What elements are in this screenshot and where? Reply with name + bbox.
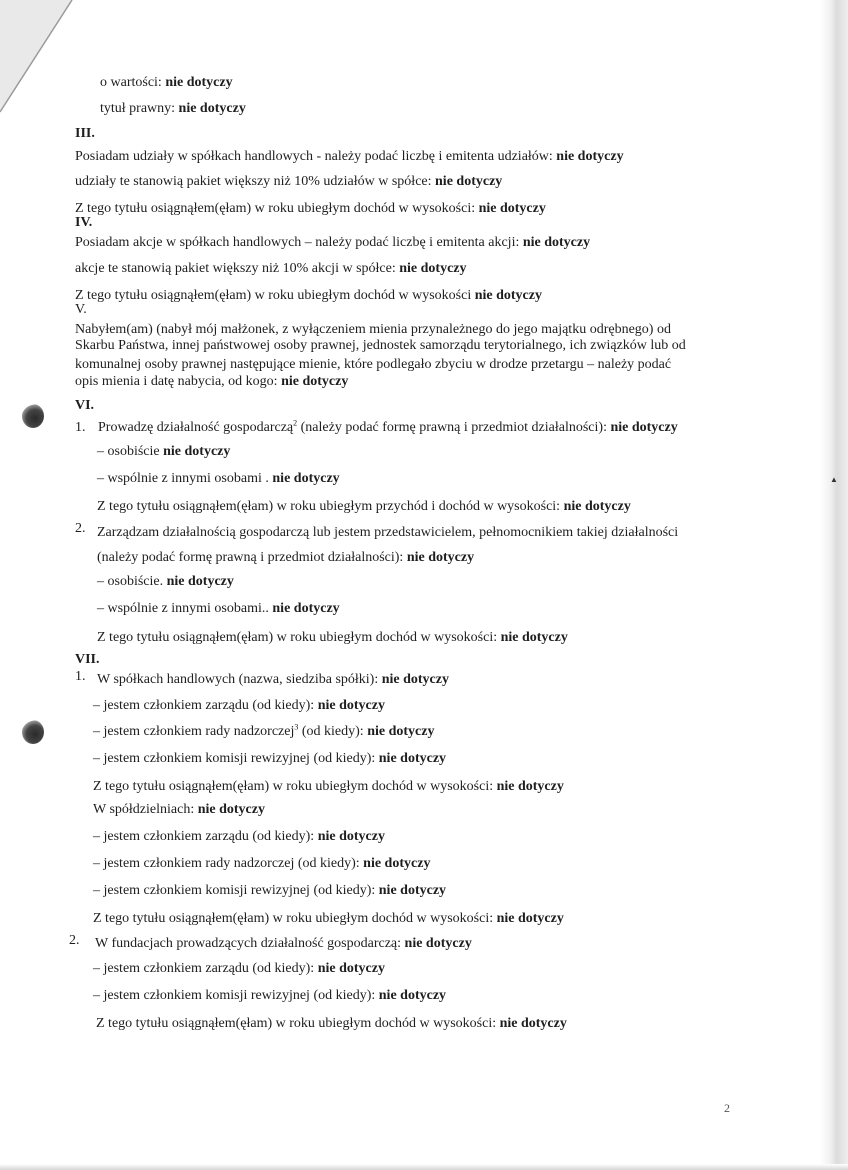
field-label: Posiadam akcje w spółkach handlowych – należy podać liczbę i emitenta akcji:: [75, 235, 523, 250]
field-value: nie dotyczy: [474, 288, 542, 303]
list-item: [93, 856, 430, 872]
field-label: W spółdzielniach:: [93, 802, 198, 817]
field-value: nie dotyczy: [272, 601, 340, 616]
folded-corner-shadow: [0, 0, 80, 120]
scan-edge-shadow: [820, 0, 848, 1170]
business-activity-line: [98, 420, 678, 436]
field-label: akcje te stanowią pakiet większy niż 10% akcji w spółce:: [75, 261, 400, 276]
list-item: [93, 988, 446, 1004]
field-label: Z tego tytułu osiągnąłem(ęłam) w roku ubiegłym dochód w wysokości: [75, 288, 475, 303]
stocks-percent-line: [75, 261, 467, 277]
list-number: 2.: [75, 521, 86, 536]
field-value: nie dotyczy: [378, 988, 447, 1003]
field-value: nie dotyczy: [378, 751, 447, 766]
value-line: [100, 75, 233, 91]
field-label: Z tego tytułu osiągnąłem(ęłam) w roku ubiegłym dochód w wysokości:: [75, 201, 479, 216]
field-label: (od kiedy):: [298, 724, 368, 739]
section-heading-vii: VII.: [75, 652, 100, 667]
footnote-marker: 3: [294, 722, 299, 732]
field-label: o wartości:: [100, 75, 166, 90]
field-label: W spółkach handlowych (nazwa, siedziba spółki):: [97, 672, 382, 687]
list-item: [93, 911, 564, 927]
field-label: Z tego tytułu osiągnąłem(ęłam) w roku ubiegłym dochód w wysokości:: [93, 911, 497, 926]
field-label: – jestem członkiem komisji rewizyjnej (od kiedy):: [93, 751, 379, 766]
list-item: [96, 1016, 567, 1032]
list-item: [97, 471, 340, 487]
section-heading-v: V.: [75, 302, 87, 317]
field-label: Z tego tytułu osiągnąłem(ęłam) w roku ubiegłym przychód i dochód w wysokości:: [97, 499, 564, 514]
section-heading-iii: III.: [75, 126, 95, 141]
field-label: – jestem członkiem komisji rewizyjnej (od kiedy):: [93, 883, 379, 898]
stray-scan-mark: ▲: [830, 475, 838, 484]
scan-edge-bottom: [0, 1164, 848, 1170]
field-label: Posiadam udziały w spółkach handlowych - należy podać liczbę i emitenta udziałów:: [75, 149, 557, 164]
field-value: nie dotyczy: [563, 499, 631, 514]
field-value: nie dotyczy: [163, 444, 231, 459]
field-value: nie dotyczy: [281, 374, 349, 389]
punch-hole-mark: [22, 404, 44, 428]
field-value: nie dotyczy: [381, 672, 449, 687]
list-item: [93, 961, 385, 977]
field-value: nie dotyczy: [317, 829, 385, 844]
field-value: nie dotyczy: [272, 471, 340, 486]
list-item: [93, 779, 564, 795]
list-item: [97, 601, 340, 617]
field-label: – jestem członkiem zarządu (od kiedy):: [93, 961, 318, 976]
field-label: – osobiście: [97, 444, 164, 459]
paragraph-line: Nabyłem(am) (nabył mój małżonek, z wyłączeniem mienia przynależnego do jego majątku odrębnego) od: [75, 322, 671, 337]
section-heading-vi: VI.: [75, 398, 95, 413]
shares-line: [75, 149, 624, 165]
field-label: – osobiście.: [97, 574, 167, 589]
paragraph-line: Skarbu Państwa, innej państwowej osoby prawnej, jednostek samorządu terytorialnego, ich związków lub od: [75, 338, 686, 353]
field-value: nie dotyczy: [522, 235, 591, 250]
management-line: Zarządzam działalnością gospodarczą lub jestem przedstawicielem, pełnomocnikiem takiej działalności: [97, 525, 679, 540]
field-value: nie dotyczy: [499, 1016, 567, 1031]
field-value: nie dotyczy: [406, 550, 475, 565]
field-value: nie dotyczy: [556, 149, 624, 164]
field-label: Z tego tytułu osiągnąłem(ęłam) w roku ubiegłym dochód w wysokości:: [96, 1016, 500, 1031]
list-number: 2.: [69, 933, 80, 948]
legal-title-line: [100, 101, 246, 117]
field-value: nie dotyczy: [197, 802, 265, 817]
field-label: – jestem członkiem zarządu (od kiedy):: [93, 698, 318, 713]
field-value: nie dotyczy: [435, 174, 503, 189]
field-label: udziały te stanowią pakiet większy niż 10% udziałów w spółce:: [75, 174, 436, 189]
paragraph-line: komunalnej osoby prawnej następujące mienie, które podlegało zbyciu w drodze przetargu – należy podać: [75, 357, 672, 372]
list-number: 1.: [75, 420, 86, 435]
field-value: nie dotyczy: [610, 420, 678, 435]
field-label: – jestem członkiem zarządu (od kiedy):: [93, 829, 318, 844]
punch-hole-mark: [22, 720, 44, 744]
list-item: [97, 444, 230, 460]
field-value: nie dotyczy: [317, 698, 385, 713]
cooperatives-line: [93, 802, 265, 818]
page-number: 2: [724, 1101, 730, 1115]
list-item: [97, 630, 568, 646]
list-item: [93, 751, 446, 767]
section-heading-iv: IV.: [75, 215, 93, 230]
field-label: Prowadzę działalność gospodarczą: [98, 420, 294, 435]
shares-percent-line: [75, 174, 502, 190]
stocks-line: [75, 235, 590, 251]
field-value: nie dotyczy: [367, 724, 435, 739]
field-label: opis mienia i datę nabycia, od kogo:: [75, 374, 282, 389]
field-value: nie dotyczy: [165, 75, 233, 90]
field-label: (należy podać formę prawną i przedmiot działalności):: [297, 420, 611, 435]
paragraph-line: [75, 374, 348, 390]
field-value: nie dotyczy: [496, 911, 564, 926]
field-label: W fundacjach prowadzących działalność gospodarczą:: [95, 936, 405, 951]
field-value: nie dotyczy: [166, 574, 234, 589]
field-label: – jestem członkiem rady nadzorczej: [93, 724, 295, 739]
field-value: nie dotyczy: [404, 936, 472, 951]
list-item: [93, 698, 385, 714]
field-label: Z tego tytułu osiągnąłem(ęłam) w roku ubiegłym dochód w wysokości:: [93, 779, 497, 794]
field-value: nie dotyczy: [317, 961, 385, 976]
foundations-line: [95, 936, 472, 952]
field-value: nie dotyczy: [399, 261, 467, 276]
list-item: [93, 883, 446, 899]
field-value: nie dotyczy: [496, 779, 564, 794]
field-value: nie dotyczy: [378, 883, 447, 898]
field-value: nie dotyczy: [478, 201, 546, 216]
field-label: – wspólnie z innymi osobami..: [97, 601, 273, 616]
stocks-income-line: [75, 288, 542, 304]
field-value: nie dotyczy: [500, 630, 568, 645]
list-item: [97, 574, 234, 590]
field-label: – jestem członkiem komisji rewizyjnej (od kiedy):: [93, 988, 379, 1003]
field-label: tytuł prawny:: [100, 101, 179, 116]
footnote-marker: 2: [293, 418, 298, 428]
field-label: Z tego tytułu osiągnąłem(ęłam) w roku ubiegłym dochód w wysokości:: [97, 630, 501, 645]
field-label: – wspólnie z innymi osobami .: [97, 471, 273, 486]
list-item: [93, 724, 434, 740]
companies-line: [97, 672, 449, 688]
field-label: – jestem członkiem rady nadzorczej (od kiedy):: [93, 856, 364, 871]
list-item: [97, 499, 631, 515]
management-line: [97, 550, 474, 566]
field-value: nie dotyczy: [178, 101, 246, 116]
field-label: (należy podać formę prawną i przedmiot działalności):: [97, 550, 407, 565]
shares-income-line: [75, 201, 546, 217]
list-number: 1.: [75, 669, 86, 684]
list-item: [93, 829, 385, 845]
field-value: nie dotyczy: [363, 856, 431, 871]
